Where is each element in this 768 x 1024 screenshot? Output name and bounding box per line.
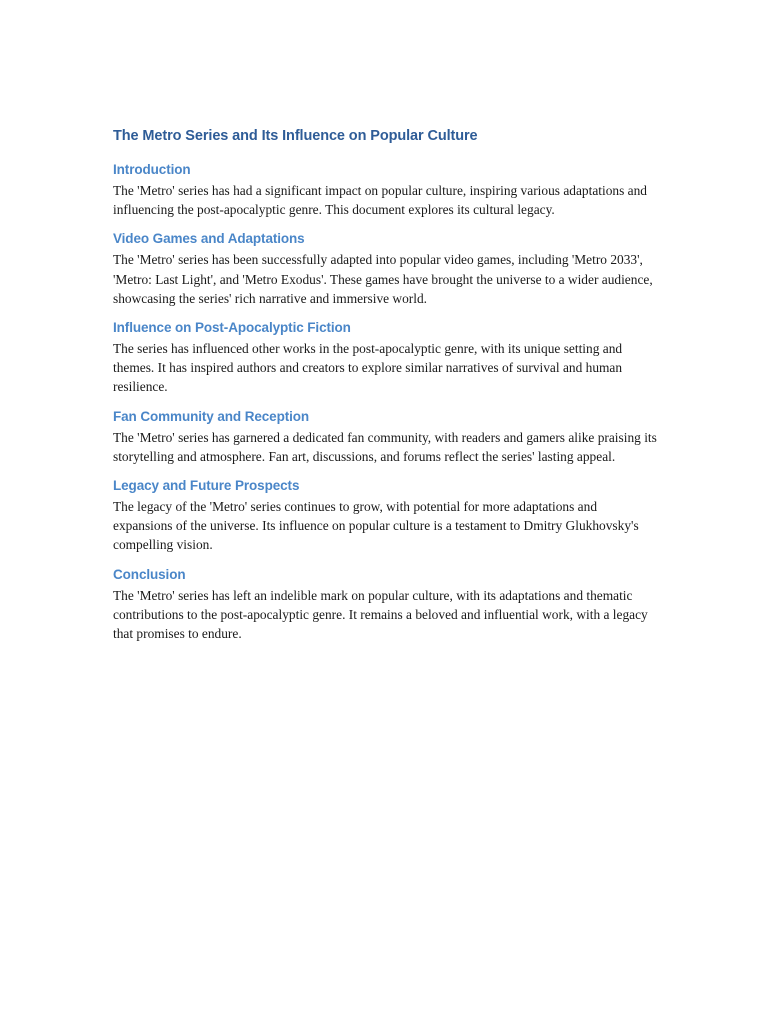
- section-video-games: [113, 229, 658, 308]
- section-heading: Legacy and Future Prospects: [113, 478, 300, 494]
- section-introduction: [113, 160, 658, 219]
- section-heading: Influence on Post-Apocalyptic Fiction: [113, 320, 351, 336]
- section-influence: [113, 318, 658, 397]
- document-title: The Metro Series and Its Influence on Popular Culture: [113, 128, 478, 144]
- section-body: The 'Metro' series has left an indelible mark on popular culture, with its adaptations and thematic contributions to the post-apocalyptic genre. It remains a beloved and influential work, with a legacy that promises to endure.: [113, 587, 648, 642]
- section-heading: Fan Community and Reception: [113, 408, 310, 424]
- section-fan-community: [113, 407, 658, 466]
- section-heading: Video Games and Adaptations: [113, 231, 305, 247]
- document-page: [113, 126, 658, 653]
- section-body: The series has influenced other works in the post-apocalyptic genre, with its unique setting and themes. It has inspired authors and creators to explore similar narratives of survival and human resilience.: [113, 341, 623, 395]
- section-body: The 'Metro' series has garnered a dedicated fan community, with readers and gamers alike praising its storytelling and atmosphere. Fan art, discussions, and forums reflect the series' lasting appeal.: [113, 429, 657, 464]
- section-body: The legacy of the 'Metro' series continues to grow, with potential for more adaptations and expansions of the universe. Its influence on popular culture is a testament to Dmitry Glukhovsky's compelling vision.: [113, 499, 639, 553]
- section-conclusion: [113, 565, 658, 644]
- section-legacy: [113, 476, 658, 555]
- section-heading: Introduction: [113, 162, 191, 177]
- section-body: The 'Metro' series has been successfully adapted into popular video games, including 'Metro 2033', 'Metro: Last Light', and 'Metro Exodus'. These games have brought the universe to a wider audience, showcasing the series' rich narrative and immersive world.: [113, 252, 653, 306]
- section-body: The 'Metro' series has had a significant impact on popular culture, inspiring various adaptations and influencing the post-apocalyptic genre. This document explores its cultural legacy.: [113, 183, 647, 218]
- section-heading: Conclusion: [113, 566, 186, 582]
